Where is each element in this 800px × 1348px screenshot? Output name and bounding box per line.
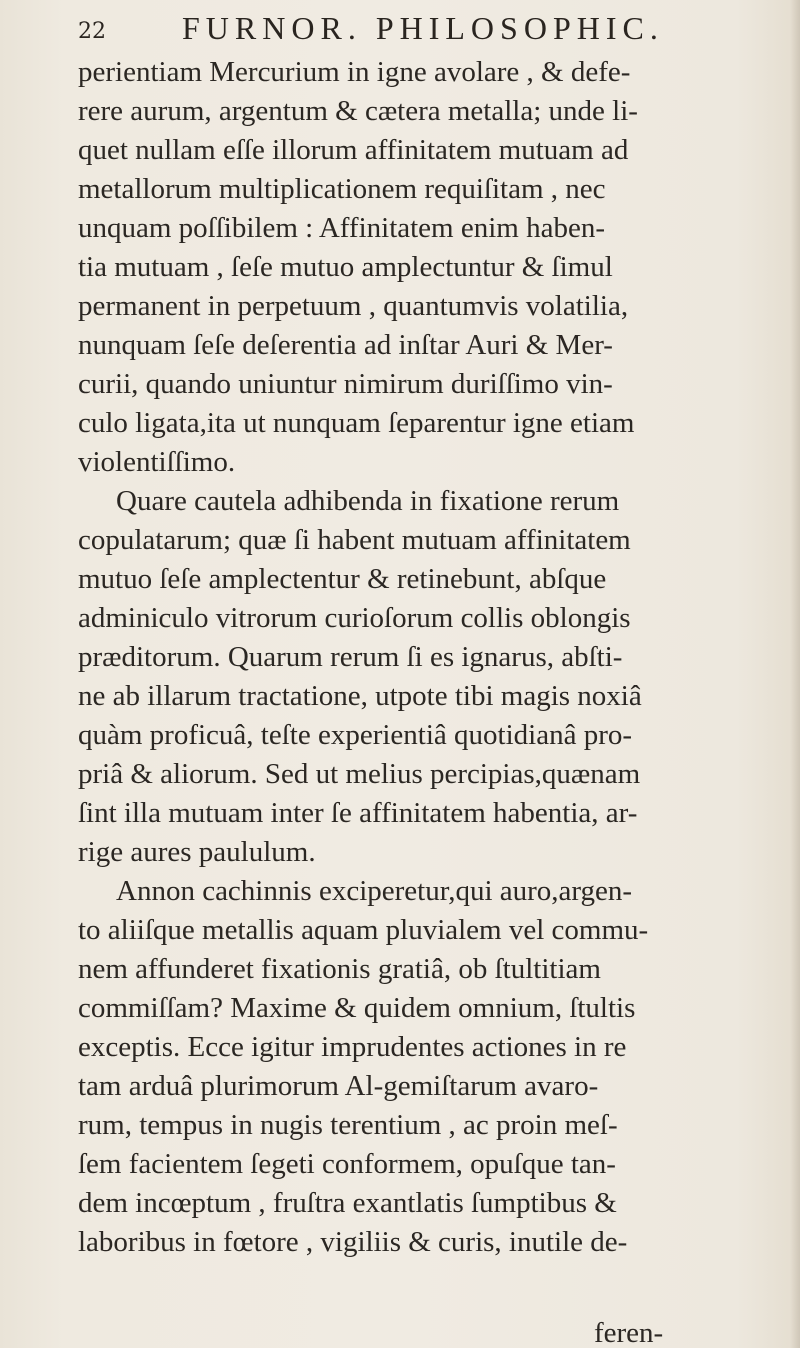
paragraph-start-line: Annon cachinnis exciperetur,qui auro,argen-: [116, 875, 633, 907]
text-line: tia mutuam , ſeſe mutuo amplectuntur & ſimul: [78, 251, 613, 283]
text-line: rere aurum, argentum & cætera metalla; unde li-: [78, 95, 638, 127]
text-line: curii, quando uniuntur nimirum duriſſimo vin-: [78, 368, 613, 400]
text-line: violentiſſimo.: [78, 446, 236, 478]
text-line: quet nullam eſſe illorum affinitatem mutuam ad: [78, 134, 629, 166]
text-line: dem incœptum , fruſtra exantlatis ſumptibus &: [78, 1187, 617, 1219]
page-edge-shadow: [790, 0, 800, 1348]
text-line: rum, tempus in nugis terentium , ac proin meſ-: [78, 1109, 618, 1141]
text-line: metallorum multiplicationem requiſitam , nec: [78, 173, 606, 205]
page-number: 22: [78, 19, 106, 44]
text-line: permanent in perpetuum , quantumvis volatilia,: [78, 290, 629, 322]
text-line: mutuo ſeſe amplectentur & retinebunt, abſque: [78, 563, 607, 595]
text-line: adminiculo vitrorum curioſorum collis oblongis: [78, 602, 631, 634]
text-line: nem affunderet fixationis gratiâ, ob ſtultitiam: [78, 953, 601, 985]
text-line: laboribus in fœtore , vigiliis & curis, inutile de-: [78, 1226, 628, 1258]
text-line: culo ligata,ita ut nunquam ſeparentur igne etiam: [78, 407, 635, 439]
text-line: copulatarum; quæ ſi habent mutuam affinitatem: [78, 524, 631, 556]
running-head: FURNOR. PHILOSOPHIC.: [182, 10, 664, 46]
text-line: perientiam Mercurium in igne avolare , & defe-: [78, 56, 631, 88]
text-line: quàm proficuâ, teſte experientiâ quotidianâ pro-: [78, 719, 633, 751]
text-line: priâ & aliorum. Sed ut melius percipias,quænam: [78, 758, 641, 790]
text-line: to aliiſque metallis aquam pluvialem vel commu-: [78, 914, 649, 946]
text-line: exceptis. Ecce igitur imprudentes actiones in re: [78, 1031, 627, 1063]
text-line: rige aures paululum.: [78, 836, 316, 868]
text-line: tam arduâ plurimorum Al-gemiſtarum avaro-: [78, 1070, 599, 1102]
text-line: ſem facientem ſegeti conformem, opuſque tan-: [78, 1148, 616, 1180]
page-header: [0, 8, 800, 48]
paragraph-start-line: Quare cautela adhibenda in fixatione rerum: [116, 485, 620, 517]
text-line: nunquam ſeſe deſerentia ad inſtar Auri & Mer-: [78, 329, 613, 361]
text-line: commiſſam? Maxime & quidem omnium, ſtultis: [78, 992, 636, 1024]
text-line: ſint illa mutuam inter ſe affinitatem habentia, ar-: [78, 797, 638, 829]
catchword: feren-: [594, 1317, 664, 1348]
text-line: unquam poſſibilem : Affinitatem enim haben-: [78, 212, 605, 244]
text-line: præditorum. Quarum rerum ſi es ignarus, abſti-: [78, 641, 623, 673]
text-line: ne ab illarum tractatione, utpote tibi magis noxiâ: [78, 680, 642, 712]
